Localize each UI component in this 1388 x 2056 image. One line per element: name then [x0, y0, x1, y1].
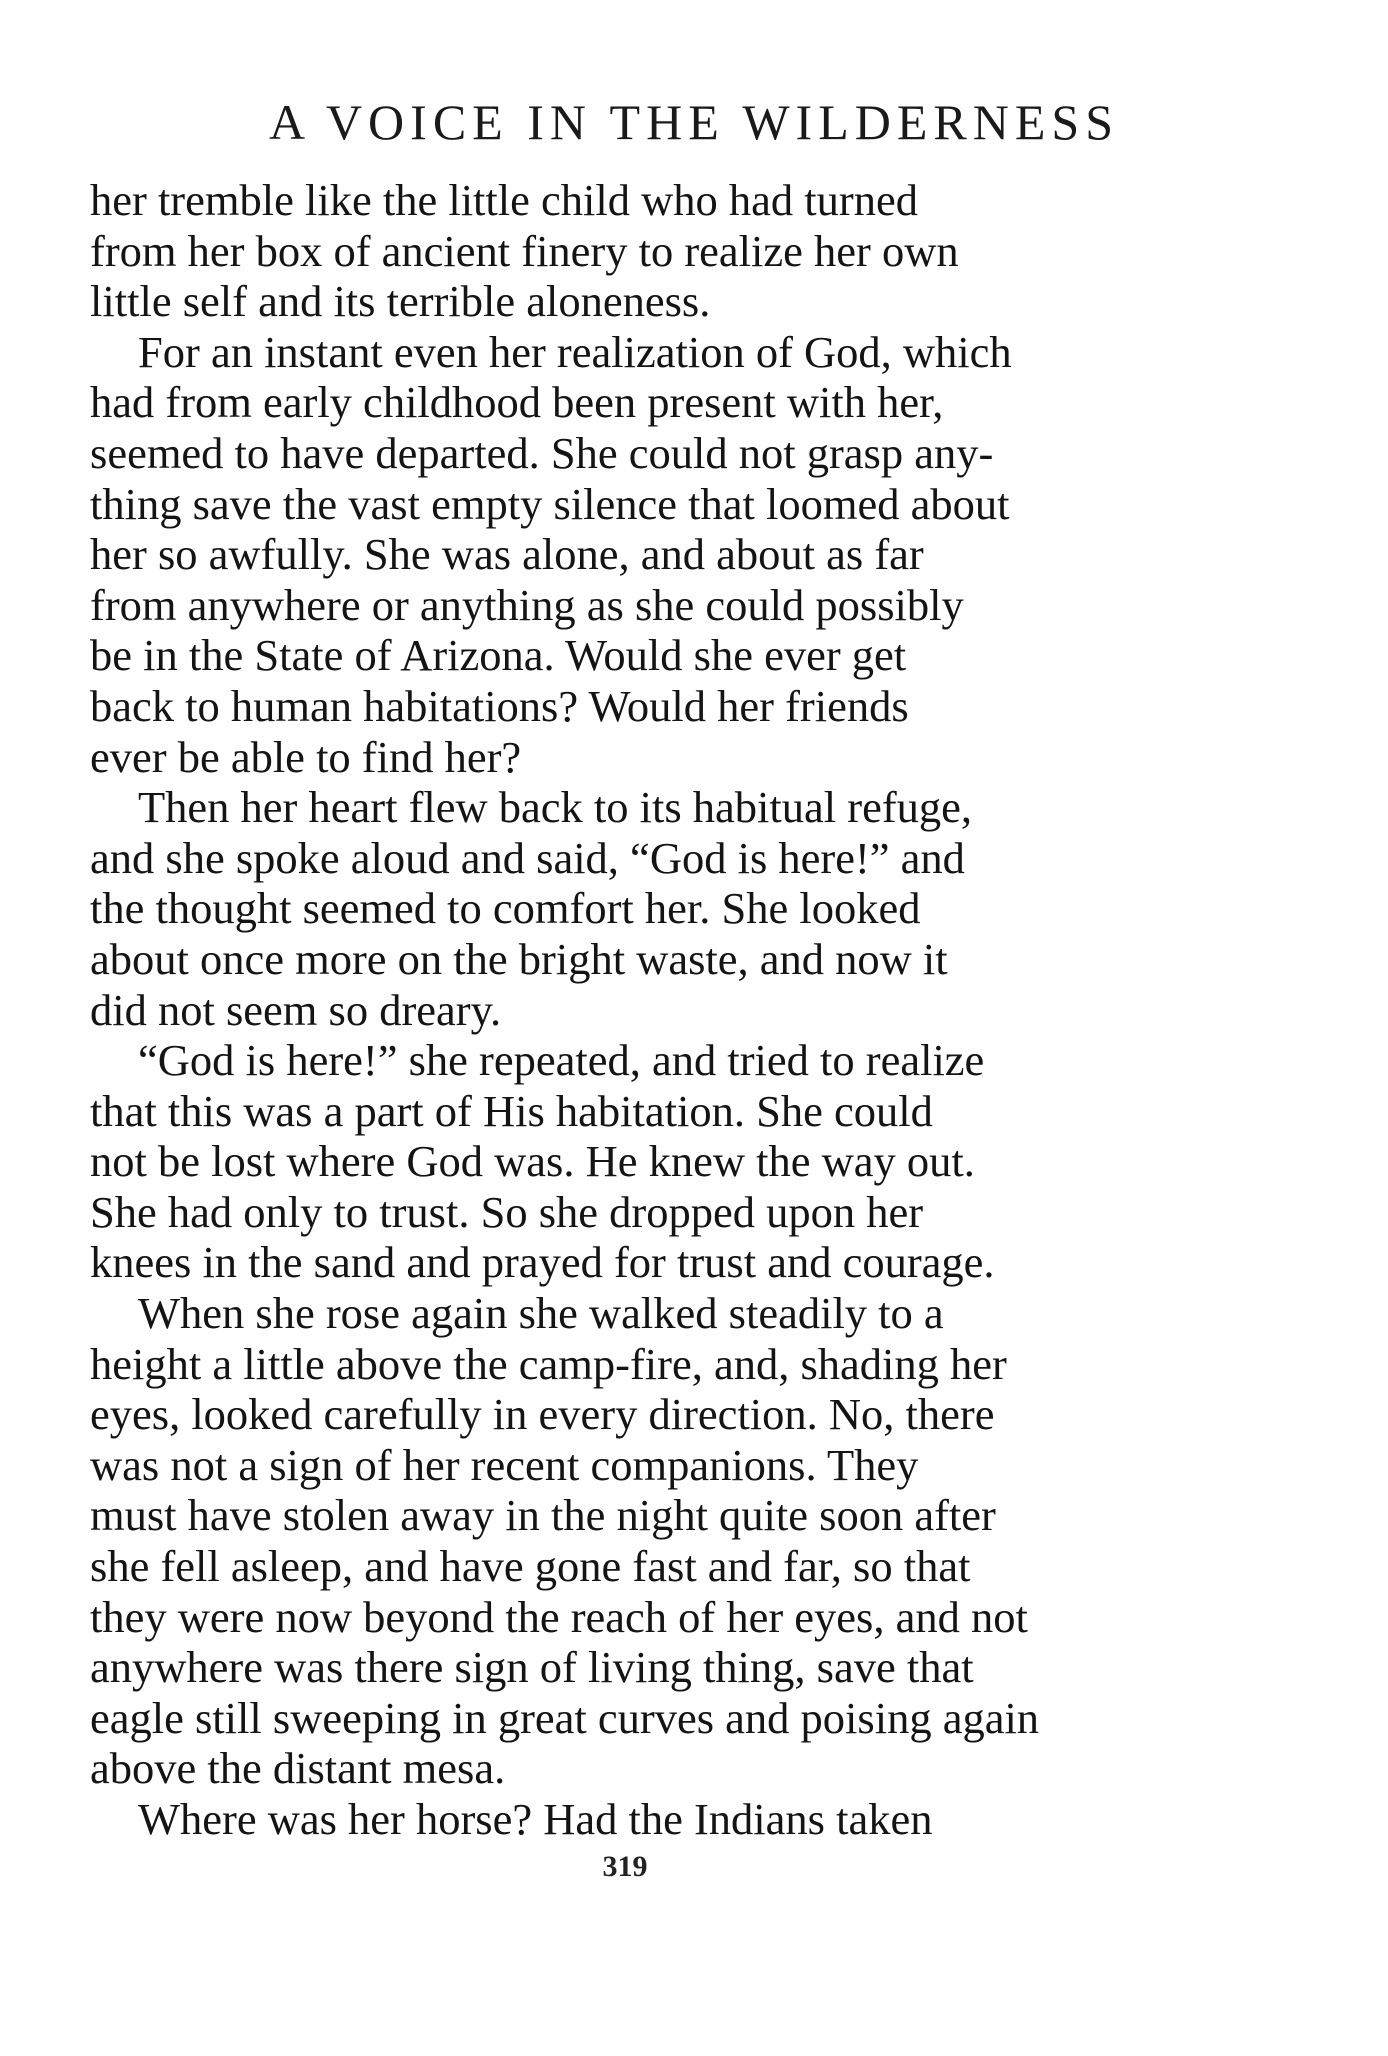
text-line: from her box of ancient finery to realize her own [90, 225, 959, 276]
text-line: be in the State of Arizona. Would she ever get [90, 630, 907, 681]
text-line: her tremble like the little child who had turned [90, 175, 918, 225]
text-line: must have stolen away in the night quite soon after [90, 1490, 996, 1541]
text-line: eagle still sweeping in great curves and poising again [90, 1692, 1040, 1743]
text-line: eyes, looked carefully in every direction. No, there [90, 1389, 995, 1440]
text-line: ever be able to find her? [90, 731, 522, 782]
text-line: “God is here!” she repeated, and tried to realize [138, 1035, 985, 1086]
text-line: thing save the vast empty silence that loomed about [90, 478, 1010, 529]
text-line: her so awfully. She was alone, and about as far [90, 529, 924, 580]
text-line: anywhere was there sign of living thing, save that [90, 1642, 974, 1693]
text-line: had from early childhood been present with her, [90, 377, 944, 428]
text-line: height a little above the camp-fire, and, shading her [90, 1338, 1007, 1389]
text-line: above the distant mesa. [90, 1743, 506, 1794]
text-line: seemed to have departed. She could not grasp any- [90, 427, 994, 478]
text-line: was not a sign of her recent companions. They [90, 1439, 919, 1490]
text-line: the thought seemed to comfort her. She looked [90, 883, 921, 934]
text-line: little self and its terrible aloneness. [90, 276, 711, 327]
text-line: Then her heart flew back to its habitual refuge, [138, 782, 973, 833]
text-line: they were now beyond the reach of her eyes, and not [90, 1591, 1028, 1642]
text-line: Where was her horse? Had the Indians taken [138, 1794, 933, 1844]
text-line: from anywhere or anything as she could possibly [90, 579, 964, 630]
text-line: not be lost where God was. He knew the way out. [90, 1136, 975, 1187]
text-line: that this was a part of His habitation. She could [90, 1085, 933, 1136]
text-line: about once more on the bright waste, and now it [90, 933, 948, 984]
body-text [90, 175, 1155, 1845]
text-line: knees in the sand and prayed for trust and courage. [90, 1237, 995, 1288]
text-line: For an instant even her realization of God, which [138, 326, 1012, 377]
text-line: she fell asleep, and have gone fast and far, so that [90, 1541, 971, 1592]
text-line: did not seem so dreary. [90, 984, 502, 1035]
page-number: 319 [602, 1850, 648, 1883]
text-line: When she rose again she walked steadily to a [138, 1288, 944, 1339]
text-line: and she spoke aloud and said, “God is here!” and [90, 832, 965, 883]
text-line: She had only to trust. So she dropped upon her [90, 1186, 924, 1237]
running-head: A VOICE IN THE WILDERNESS [269, 94, 1119, 150]
text-line: back to human habitations? Would her friends [90, 680, 909, 731]
